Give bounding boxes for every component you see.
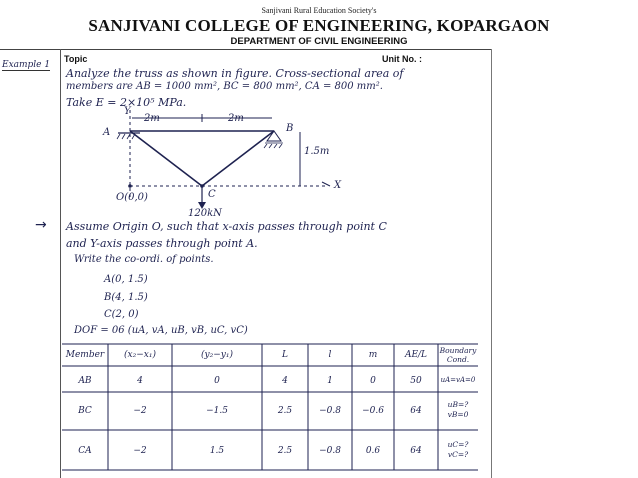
support-b xyxy=(267,131,281,141)
row-ca-m: 0.6 xyxy=(365,446,381,456)
dim-right-label: 2m xyxy=(228,113,244,124)
support-b-hatch xyxy=(264,143,283,148)
x-axis-label: X xyxy=(334,180,342,191)
row-ca-boundary: uC=? vC=? xyxy=(447,440,469,459)
college-name: SANJIVANI COLLEGE OF ENGINEERING, KOPARGAON xyxy=(88,16,550,35)
row-bc-ae-l: 64 xyxy=(410,406,422,416)
load-label: 120kN xyxy=(188,208,222,219)
coord-b: B(4, 1.5) xyxy=(104,292,148,303)
node-c-point xyxy=(200,184,204,188)
header-length: L xyxy=(282,350,288,360)
header-boundary: Boundary Cond. xyxy=(439,346,477,364)
problem-line-3: Take E = 2×10⁵ MPa. xyxy=(66,96,187,109)
node-a-label: A xyxy=(103,127,111,138)
y-axis-label: Y xyxy=(124,106,131,117)
margin-example-label: Example 1 xyxy=(2,60,51,70)
unit-label: Unit No. : xyxy=(382,54,422,64)
header-dy: (y₂−y₁) xyxy=(201,350,233,360)
origin-label: O(0,0) xyxy=(116,192,148,203)
truss-figure xyxy=(60,106,360,218)
height-label: 1.5m xyxy=(304,146,330,157)
row-bc-l: −0.8 xyxy=(319,406,341,416)
row-bc-m: −0.6 xyxy=(362,406,384,416)
row-ab-dx: 4 xyxy=(137,376,143,386)
header-ae-l: AE/L xyxy=(404,350,428,360)
topic-label: Topic xyxy=(64,54,88,64)
header-l: l xyxy=(328,350,332,360)
row-ca-ae-l: 64 xyxy=(410,446,422,456)
department-name: DEPARTMENT OF CIVIL ENGINEERING xyxy=(230,36,408,47)
row-ab-ae-l: 50 xyxy=(410,376,422,386)
row-ca-dx: −2 xyxy=(133,446,147,456)
note-line-1: Assume Origin O, such that x-axis passes through point C xyxy=(66,220,387,233)
header-member: Member xyxy=(65,350,105,360)
problem-line-2: members are AB = 1000 mm², BC = 800 mm², CA = 800 mm². xyxy=(66,81,383,92)
row-bc-dx: −2 xyxy=(133,406,147,416)
row-ab-m: 0 xyxy=(370,376,376,386)
row-ab-boundary: uA=vA=0 xyxy=(440,376,476,384)
row-ab-dy: 0 xyxy=(214,376,220,386)
row-ab-length: 4 xyxy=(282,376,288,386)
header-m: m xyxy=(368,350,378,360)
node-c-label: C xyxy=(208,189,216,200)
row-bc-length: 2.5 xyxy=(277,406,293,416)
dof-line: DOF = 06 (uA, vA, uB, vB, uC, vC) xyxy=(74,325,248,336)
problem-line-1: Analyze the truss as shown in figure. Cross-sectional area of xyxy=(66,67,404,80)
row-bc-member: BC xyxy=(78,406,92,416)
margin-arrow-icon: → xyxy=(35,217,47,233)
header-rule xyxy=(0,49,492,50)
row-ca-member: CA xyxy=(78,446,92,456)
coord-c: C(2, 0) xyxy=(104,309,139,320)
node-b-label: B xyxy=(286,123,294,134)
note-line-3: Write the co-ordi. of points. xyxy=(74,254,214,265)
right-margin-rule xyxy=(491,49,492,478)
row-bc-dy: −1.5 xyxy=(206,406,228,416)
header-dx: (x₂−x₁) xyxy=(124,350,156,360)
row-ab-member: AB xyxy=(78,376,92,386)
origin-point xyxy=(128,184,132,188)
member-ca xyxy=(130,131,202,186)
support-a-hatch xyxy=(117,134,135,139)
row-ca-length: 2.5 xyxy=(277,446,293,456)
member-bc xyxy=(202,131,274,186)
row-ca-dy: 1.5 xyxy=(209,446,225,456)
coord-a: A(0, 1.5) xyxy=(104,274,148,285)
note-line-2: and Y-axis passes through point A. xyxy=(66,237,258,250)
society-name: Sanjivani Rural Education Society's xyxy=(261,6,377,15)
x-axis-arrow xyxy=(322,182,330,186)
row-ca-l: −0.8 xyxy=(319,446,341,456)
row-ab-l: 1 xyxy=(327,376,333,386)
row-bc-boundary: uB=? vB=0 xyxy=(447,400,469,419)
dim-left-label: 2m xyxy=(144,113,160,124)
